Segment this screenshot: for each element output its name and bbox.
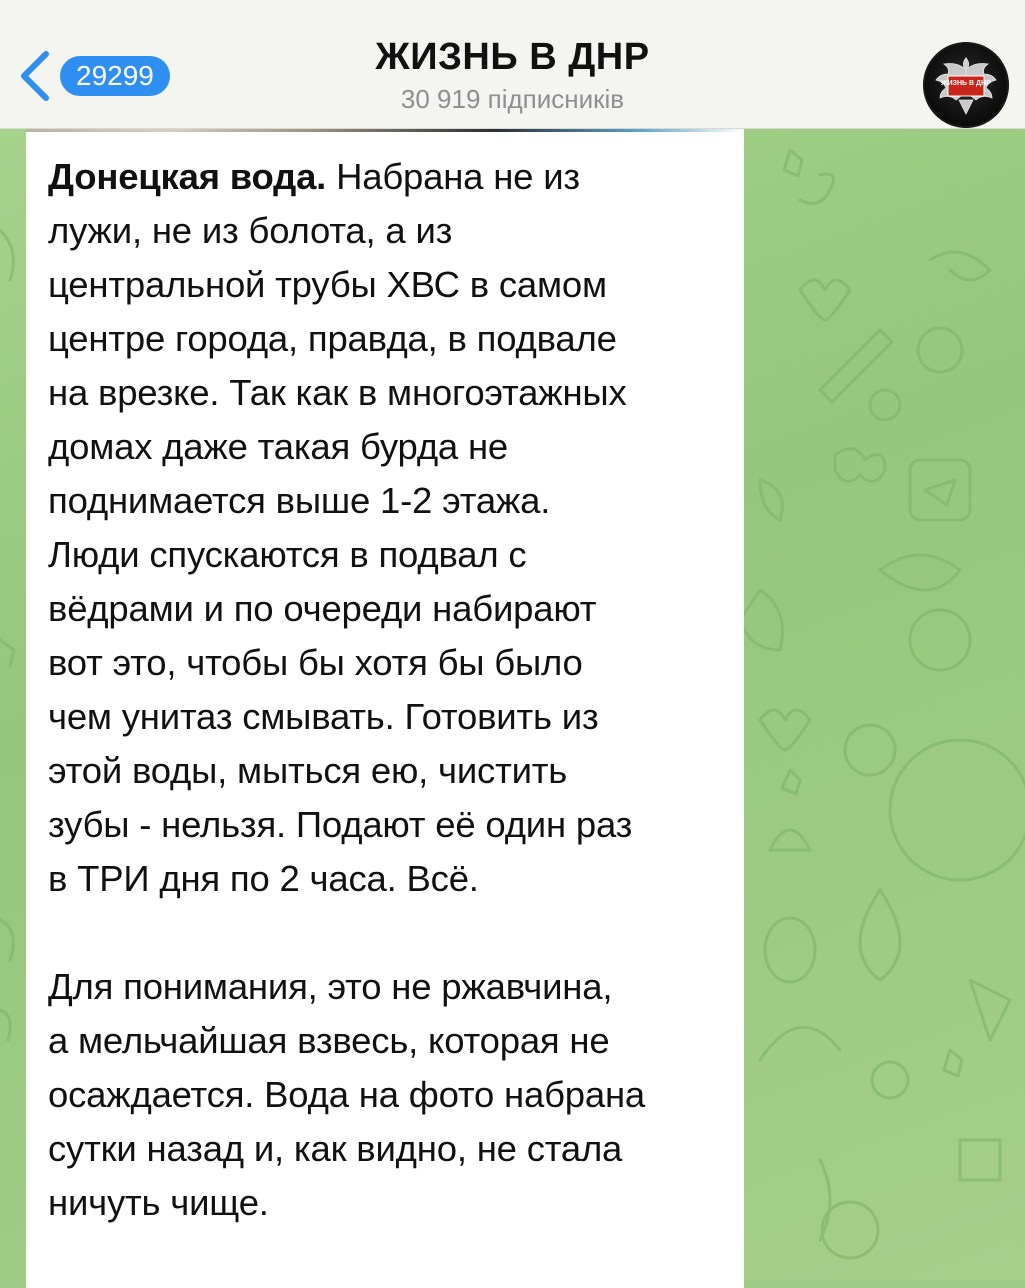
ball-doodle <box>890 740 1025 880</box>
shape-doodle <box>970 980 1010 1040</box>
egg-doodle <box>765 918 815 982</box>
channel-title: ЖИЗНЬ В ДНР <box>375 36 650 78</box>
box-doodle <box>960 1140 1000 1180</box>
edge-doodle-1 <box>0 230 13 280</box>
jelly-doodle <box>822 1202 878 1258</box>
peach-doodle <box>845 725 895 775</box>
chevron-left-icon <box>14 46 54 106</box>
channel-avatar[interactable] <box>923 42 1009 128</box>
message-text <box>48 150 738 1230</box>
star-doodle-2 <box>782 770 800 794</box>
eagle-emblem-icon <box>923 42 1009 128</box>
swirl-doodle <box>800 174 833 203</box>
channel-info[interactable] <box>250 34 775 116</box>
star-doodle <box>784 150 802 176</box>
leaf-doodle <box>760 1027 840 1060</box>
bow-doodle <box>835 449 885 482</box>
edge-doodle-3 <box>0 920 13 960</box>
hook-doodle <box>760 480 783 520</box>
heart-doodle-2 <box>760 710 810 750</box>
fish-doodle <box>870 390 900 420</box>
planet-doodle <box>910 610 970 670</box>
bunny-doodle <box>880 555 960 590</box>
avatar-logo-text <box>940 80 991 87</box>
unread-count-badge: 29299 <box>60 56 170 96</box>
message-paragraph-2: Для понимания, это не ржавчина, а мельчайшая взвесь, которая не осаждается. Вода на фото набрана сутки назад и, как видно, не стала ничуть чище. <box>48 966 646 1223</box>
spiral-doodle <box>872 1062 908 1098</box>
message-bubble[interactable] <box>26 128 744 1288</box>
back-button[interactable] <box>14 44 170 108</box>
message-paragraph-1: Набрана не из лужи, не из болота, а из центральной трубы ХВС в самом центре города, правда, в подвале на врезке. Так как в многоэтажных домах даже такая бурда не поднимается выше 1-2 этажа. Люди спускаются в подвал с вёдрами и по очереди набирают вот это, чтобы бы хотя бы было чем унитаз смывать. Готовить из этой воды, мыться ею, чистить зубы - нельзя. Подают её один раз в ТРИ дня по 2 часа. Всё. <box>48 156 633 899</box>
edge-doodle-4 <box>0 1010 10 1040</box>
tree-doodle <box>860 890 900 980</box>
pineapple-doodle <box>740 590 783 650</box>
message-bold-lead: Донецкая вода. <box>48 156 327 197</box>
heart-doodle <box>800 280 850 320</box>
star-doodle-3 <box>944 1050 962 1076</box>
edge-doodle-2 <box>0 640 14 666</box>
bell-doodle <box>770 830 810 850</box>
plane-doodle <box>925 480 955 505</box>
circle-doodle <box>918 328 962 372</box>
subscriber-count: 30 919 підписників <box>400 84 625 114</box>
svg-text:ЖИЗНЬ В ДНР: ЖИЗНЬ В ДНР <box>941 80 991 87</box>
mug-doodle <box>910 460 970 520</box>
chat-header <box>0 0 1025 129</box>
worm-doodle <box>930 252 990 280</box>
